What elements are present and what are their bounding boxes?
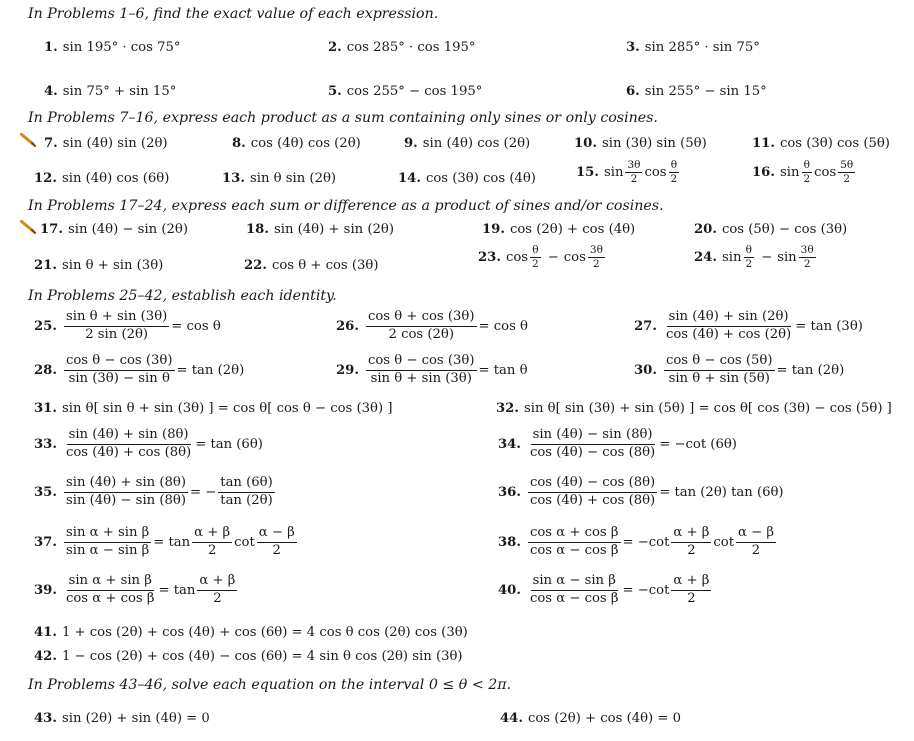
problem-expression: cos (2θ) + cos (4θ) = 0	[527, 711, 682, 726]
pencil-icon	[20, 133, 36, 149]
problem-number: 24.	[694, 249, 717, 265]
problem-expression: sin (4θ) cos (2θ)	[422, 136, 531, 151]
fraction	[192, 526, 232, 558]
problem-number: 26.	[336, 318, 359, 334]
operator: −	[761, 249, 773, 265]
fraction	[528, 428, 657, 460]
problem-number: 22.	[244, 258, 267, 273]
problem-number: 4.	[44, 84, 58, 99]
problem-23	[478, 245, 607, 269]
problem-number: 35.	[34, 484, 57, 500]
problem-38	[498, 526, 778, 558]
problem-number: 18.	[246, 222, 269, 237]
function-name: cos	[563, 249, 586, 265]
denominator: 2	[803, 172, 811, 185]
problem-28	[34, 354, 244, 386]
problem-37	[34, 526, 299, 558]
function-name: cos	[814, 164, 837, 180]
numerator: cos θ − cos (5θ)	[664, 354, 775, 371]
denominator: 2 cos (2θ)	[388, 326, 454, 342]
right-hand-side: = tan (2θ)	[176, 362, 245, 378]
function-name: cos	[505, 249, 529, 265]
problem-number: 21.	[34, 258, 57, 273]
problem-number: 16.	[752, 164, 775, 180]
instruction-1-6: In Problems 1–6, find the exact value of each expression.	[28, 6, 439, 22]
denominator: 2 sin (2θ)	[85, 326, 149, 342]
numerator: θ	[745, 244, 752, 256]
numerator: sin α + sin β	[67, 574, 154, 591]
numerator: θ	[532, 244, 539, 256]
problem-number: 28.	[34, 362, 57, 378]
fraction	[625, 160, 642, 184]
function-name: sin	[777, 249, 797, 265]
problem-12	[34, 171, 169, 186]
fraction	[799, 245, 816, 269]
denominator: cos (4θ) − cos (8θ)	[529, 444, 656, 460]
problem-number: 40.	[498, 582, 521, 598]
fraction	[197, 574, 237, 606]
instruction-7-16: In Problems 7–16, express each product as a sum containing only sines or only cosines.	[28, 110, 658, 126]
problem-31	[34, 401, 392, 416]
problem-expression: cos 285° · cos 195°	[346, 40, 476, 55]
instruction-17-24: In Problems 17–24, express each sum or difference as a product of sines and/or cosines.	[28, 198, 664, 214]
problem-33	[34, 428, 263, 460]
denominator: sin α − sin β	[65, 542, 150, 558]
problem-5	[328, 84, 482, 99]
denominator: 2	[687, 542, 696, 558]
problem-number: 29.	[336, 362, 359, 378]
numerator: α + β	[192, 526, 232, 543]
problem-number: 12.	[34, 171, 57, 186]
fraction	[64, 428, 193, 460]
problem-27	[634, 310, 863, 342]
fraction	[588, 245, 605, 269]
fraction	[530, 245, 541, 269]
numerator: sin (4θ) + sin (8θ)	[67, 428, 191, 445]
problem-19	[482, 222, 635, 237]
problem-number: 23.	[478, 249, 501, 265]
right-hand-side: = −cot (6θ)	[659, 436, 737, 452]
numerator: α − β	[257, 526, 297, 543]
problem-expression: sin (4θ) − sin (2θ)	[67, 222, 188, 237]
problem-number: 19.	[482, 222, 505, 237]
problem-expression: 1 − cos (2θ) + cos (4θ) − cos (6θ) = 4 sin θ cos (2θ) sin (3θ)	[61, 649, 463, 664]
problem-8	[232, 136, 361, 151]
numerator: α − β	[736, 526, 776, 543]
denominator: 2	[687, 590, 696, 606]
fraction	[528, 476, 657, 508]
problem-expression: 1 + cos (2θ) + cos (4θ) + cos (6θ) = 4 cos θ cos (2θ) cos (3θ)	[61, 625, 468, 640]
problem-expression: cos (2θ) + cos (4θ)	[509, 222, 636, 237]
denominator: cos α + cos β	[65, 590, 155, 606]
denominator: 2	[745, 257, 753, 270]
problem-expression: sin (3θ) sin (5θ)	[601, 136, 707, 151]
problem-expression: sin θ + sin (3θ)	[61, 258, 164, 273]
equals-sign: = tan	[158, 582, 196, 598]
problem-number: 13.	[222, 171, 245, 186]
problem-13	[222, 171, 336, 186]
right-hand-side: = cos θ	[478, 318, 528, 334]
numerator: sin α − sin β	[531, 574, 618, 591]
operator: −	[547, 249, 559, 265]
problem-43	[34, 711, 210, 726]
problem-21	[34, 258, 163, 273]
denominator: cos (4θ) + cos (8θ)	[65, 444, 192, 460]
fraction	[743, 245, 754, 269]
right-hand-side: = tan θ	[478, 362, 528, 378]
problem-20	[694, 222, 847, 237]
problem-7	[44, 136, 168, 151]
problem-number: 25.	[34, 318, 57, 334]
numerator: sin (4θ) + sin (8θ)	[64, 476, 188, 493]
problem-26	[336, 310, 528, 342]
problem-36	[498, 476, 784, 508]
problem-number: 32.	[496, 401, 519, 416]
equals-sign: = −	[189, 484, 217, 500]
right-hand-side: = tan (3θ)	[795, 318, 863, 334]
denominator: 2	[843, 172, 851, 185]
numerator: cos θ + cos (3θ)	[366, 310, 477, 327]
problem-number: 34.	[498, 436, 521, 452]
instruction-25-42: In Problems 25–42, establish each identity.	[28, 288, 337, 304]
denominator: cos (4θ) + cos (8θ)	[529, 492, 656, 508]
numerator: cos α + cos β	[528, 526, 621, 543]
fraction	[671, 526, 711, 558]
problem-expression: sin 255° − sin 15°	[644, 84, 767, 99]
denominator: 2	[207, 542, 217, 558]
fraction	[64, 476, 188, 508]
problem-expression: sin θ[ sin θ + sin (3θ) ] = cos θ[ cos θ − cos (3θ) ]	[61, 401, 393, 416]
numerator: cos θ − cos (3θ)	[366, 354, 477, 371]
problem-number: 33.	[34, 436, 57, 452]
problem-number: 38.	[498, 534, 521, 550]
problem-expression: cos (4θ) cos (2θ)	[250, 136, 361, 151]
numerator: tan (6θ)	[218, 476, 274, 493]
problem-number: 14.	[398, 171, 421, 186]
numerator: θ	[803, 159, 810, 171]
denominator: 2	[213, 590, 222, 606]
problem-number: 1.	[44, 40, 58, 55]
denominator: cos α − cos β	[529, 590, 619, 606]
problem-35	[34, 476, 277, 508]
problem-number: 10.	[574, 136, 597, 151]
denominator: sin (4θ) − sin (8θ)	[65, 492, 186, 508]
fraction	[64, 574, 157, 606]
problem-number: 42.	[34, 649, 57, 664]
problem-expression: sin 75° + sin 15°	[62, 84, 177, 99]
function-name: cot	[234, 534, 255, 550]
problem-number: 43.	[34, 711, 57, 726]
function-name: sin	[721, 249, 742, 265]
denominator: 2	[630, 172, 638, 185]
numerator: α + β	[671, 526, 711, 543]
denominator: 2	[803, 257, 811, 270]
fraction	[671, 574, 711, 606]
problem-number: 15.	[576, 164, 599, 180]
problem-16	[752, 160, 857, 184]
numerator: cos θ − cos (3θ)	[64, 354, 175, 371]
problem-expression: sin 195° · cos 75°	[62, 40, 181, 55]
fraction	[664, 354, 775, 386]
function-name: sin	[779, 164, 800, 180]
problem-39	[34, 574, 239, 606]
problem-11	[752, 136, 890, 151]
denominator: cos (4θ) + cos (2θ)	[665, 326, 792, 342]
problem-18	[246, 222, 394, 237]
problem-44	[500, 711, 681, 726]
problem-3	[626, 40, 760, 55]
numerator: 3θ	[627, 159, 641, 171]
numerator: α + β	[197, 574, 237, 591]
problem-number: 44.	[500, 711, 523, 726]
problem-1	[44, 40, 180, 55]
problem-number: 9.	[404, 136, 418, 151]
denominator: sin θ + sin (5θ)	[668, 370, 770, 386]
numerator: cos (4θ) − cos (8θ)	[528, 476, 657, 493]
right-hand-side: = tan (6θ)	[195, 436, 263, 452]
numerator: 3θ	[589, 244, 603, 256]
problem-expression: cos (5θ) − cos (3θ)	[721, 222, 848, 237]
problem-number: 2.	[328, 40, 342, 55]
problem-number: 36.	[498, 484, 521, 500]
fraction	[64, 526, 151, 558]
problem-4	[44, 84, 176, 99]
problem-number: 6.	[626, 84, 640, 99]
denominator: 2	[532, 257, 539, 270]
problem-expression: sin (4θ) cos (6θ)	[61, 171, 170, 186]
right-hand-side: = cos θ	[171, 318, 221, 334]
numerator: sin θ + sin (3θ)	[64, 310, 169, 327]
problem-number: 31.	[34, 401, 57, 416]
pencil-icon	[20, 220, 36, 236]
denominator: 2	[593, 257, 600, 270]
right-hand-side: = tan (2θ) tan (6θ)	[659, 484, 784, 500]
fraction	[218, 476, 274, 508]
fraction	[669, 160, 680, 184]
problem-15	[576, 160, 681, 184]
fraction	[257, 526, 297, 558]
equals-sign: = tan	[153, 534, 191, 550]
fraction	[64, 310, 169, 342]
fraction	[528, 526, 621, 558]
numerator: sin (4θ) − sin (8θ)	[531, 428, 655, 445]
problem-number: 5.	[328, 84, 342, 99]
problem-expression: sin (2θ) + sin (4θ) = 0	[61, 711, 210, 726]
equals-sign: = −cot	[622, 534, 670, 550]
problem-25	[34, 310, 221, 342]
problem-expression: cos 255° − cos 195°	[346, 84, 483, 99]
fraction	[664, 310, 793, 342]
problem-expression: cos (3θ) cos (5θ)	[779, 136, 890, 151]
problem-17	[40, 222, 188, 237]
problem-expression: sin (4θ) + sin (2θ)	[273, 222, 394, 237]
problem-expression: sin θ[ sin (3θ) + sin (5θ) ] = cos θ[ cos (3θ) − cos (5θ) ]	[523, 401, 892, 416]
problem-9	[404, 136, 530, 151]
numerator: α + β	[671, 574, 711, 591]
problem-expression: cos (3θ) cos (4θ)	[425, 171, 536, 186]
problem-expression: cos θ + cos (3θ)	[271, 258, 379, 273]
problem-22	[244, 258, 379, 273]
problem-10	[574, 136, 707, 151]
problem-32	[496, 401, 892, 416]
function-name: sin	[603, 164, 624, 180]
fraction	[838, 160, 855, 184]
problem-number: 20.	[694, 222, 717, 237]
problem-number: 7.	[44, 136, 58, 151]
problem-number: 27.	[634, 318, 657, 334]
denominator: sin θ + sin (3θ)	[370, 370, 472, 386]
function-name: cot	[713, 534, 735, 550]
problem-41	[34, 625, 468, 640]
problem-number: 41.	[34, 625, 57, 640]
numerator: θ	[670, 159, 678, 171]
problem-number: 17.	[40, 222, 63, 237]
denominator: cos α − cos β	[529, 542, 619, 558]
fraction	[64, 354, 175, 386]
problem-42	[34, 649, 463, 664]
fraction	[366, 354, 477, 386]
numerator: 3θ	[800, 244, 814, 256]
function-name: cos	[644, 164, 667, 180]
fraction	[366, 310, 477, 342]
fraction	[736, 526, 776, 558]
problem-29	[336, 354, 528, 386]
problem-2	[328, 40, 475, 55]
numerator: sin (4θ) + sin (2θ)	[667, 310, 791, 327]
problem-expression: sin (4θ) sin (2θ)	[62, 136, 168, 151]
problem-30	[634, 354, 844, 386]
denominator: 2	[751, 542, 761, 558]
problem-expression: sin 285° · sin 75°	[644, 40, 760, 55]
fraction	[528, 574, 621, 606]
problem-6	[626, 84, 767, 99]
denominator: 2	[272, 542, 281, 558]
problem-14	[398, 171, 536, 186]
problem-number: 39.	[34, 582, 57, 598]
problem-expression: sin θ sin (2θ)	[249, 171, 337, 186]
numerator: sin α + sin β	[64, 526, 151, 543]
denominator: tan (2θ)	[220, 492, 273, 508]
problem-number: 11.	[752, 136, 775, 151]
instruction-43-46: In Problems 43–46, solve each equation on the interval 0 ≤ θ < 2π.	[28, 677, 512, 693]
denominator: 2	[670, 172, 678, 185]
problem-number: 37.	[34, 534, 57, 550]
equals-sign: = −cot	[622, 582, 670, 598]
right-hand-side: = tan (2θ)	[776, 362, 845, 378]
problem-number: 8.	[232, 136, 246, 151]
fraction	[801, 160, 812, 184]
denominator: sin (3θ) − sin θ	[68, 370, 170, 386]
problem-34	[498, 428, 737, 460]
numerator: 5θ	[840, 159, 854, 171]
problem-40	[498, 574, 713, 606]
problem-number: 30.	[634, 362, 657, 378]
problem-number: 3.	[626, 40, 640, 55]
problem-24	[694, 245, 818, 269]
